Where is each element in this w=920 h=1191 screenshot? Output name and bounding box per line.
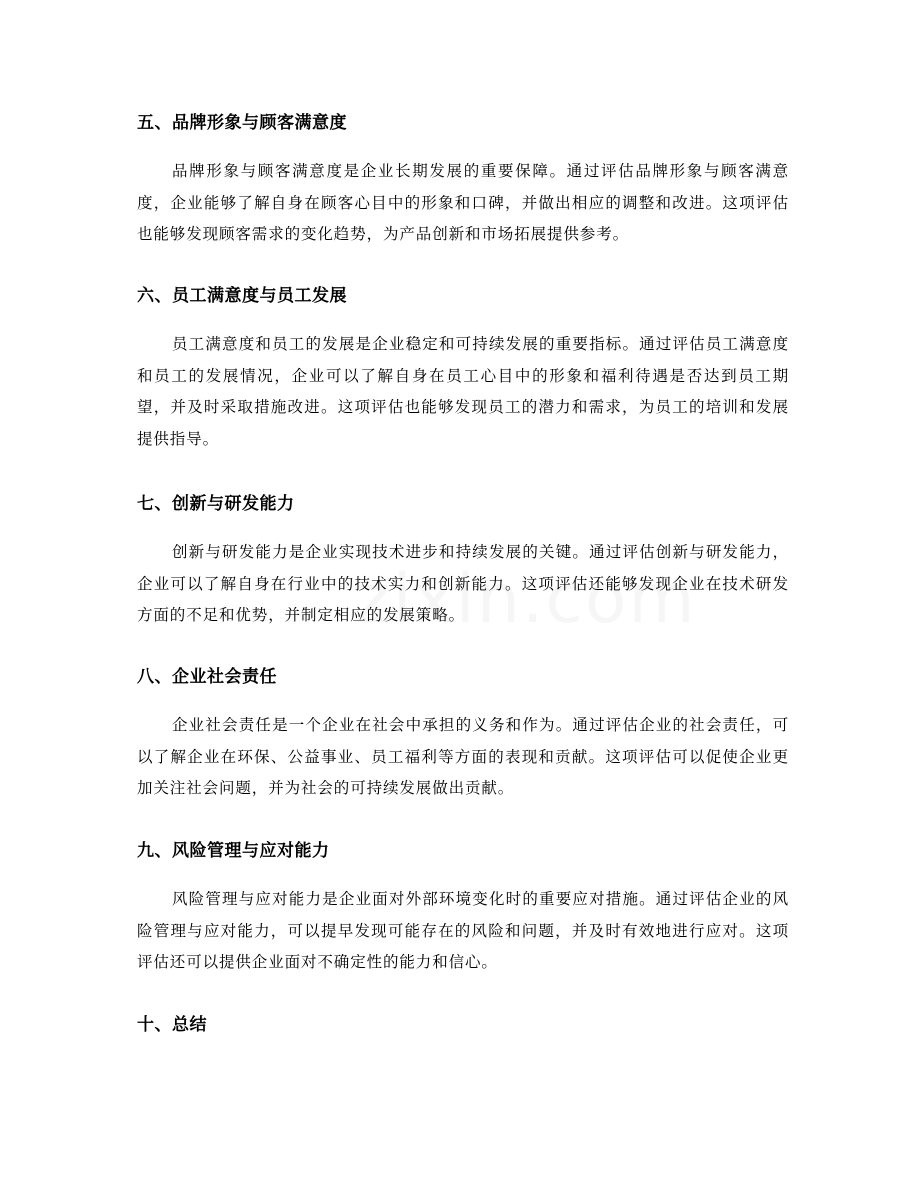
section-brand-image xyxy=(137,111,789,251)
section-heading: 八、企业社会责任 xyxy=(137,667,277,687)
section-social-responsibility xyxy=(137,665,789,805)
section-paragraph: 风险管理与应对能力是企业面对外部环境变化时的重要应对措施。通过评估企业的风险管理与应对能力，可以提早发现可能存在的风险和问题，并及时有效地进行应对。这项评估还可以提供企业面对不确定性的能力和信心。 xyxy=(137,890,789,971)
section-paragraph: 企业社会责任是一个企业在社会中承担的义务和作为。通过评估企业的社会责任，可以了解企业在环保、公益事业、员工福利等方面的表现和贡献。这项评估可以促使企业更加关注社会问题，并为社会的可持续发展做出贡献。 xyxy=(137,716,789,797)
section-paragraph: 创新与研发能力是企业实现技术进步和持续发展的关键。通过评估创新与研发能力，企业可以了解自身在行业中的技术实力和创新能力。这项评估还能够发现企业在技术研发方面的不足和优势，并制定相应的发展策略。 xyxy=(137,543,789,624)
section-paragraph: 员工满意度和员工的发展是企业稳定和可持续发展的重要指标。通过评估员工满意度和员工的发展情况，企业可以了解自身在员工心目中的形象和福利待遇是否达到员工期望，并及时采取措施改进。这项评估也能够发现员工的潜力和需求，为员工的培训和发展提供指导。 xyxy=(137,335,789,448)
section-heading: 五、品牌形象与顾客满意度 xyxy=(137,113,347,133)
section-employee-satisfaction xyxy=(137,284,789,455)
section-risk-management xyxy=(137,839,789,979)
section-paragraph: 品牌形象与顾客满意度是企业长期发展的重要保障。通过评估品牌形象与顾客满意度，企业能够了解自身在顾客心目中的形象和口碑，并做出相应的调整和改进。这项评估也能够发现顾客需求的变化趋势，为产品创新和市场拓展提供参考。 xyxy=(137,162,789,243)
section-heading: 七、创新与研发能力 xyxy=(137,494,295,514)
section-heading: 九、风险管理与应对能力 xyxy=(137,841,330,861)
section-summary xyxy=(137,1013,789,1037)
section-innovation xyxy=(137,492,789,632)
section-heading: 十、总结 xyxy=(137,1015,207,1035)
section-heading: 六、员工满意度与员工发展 xyxy=(137,286,347,306)
